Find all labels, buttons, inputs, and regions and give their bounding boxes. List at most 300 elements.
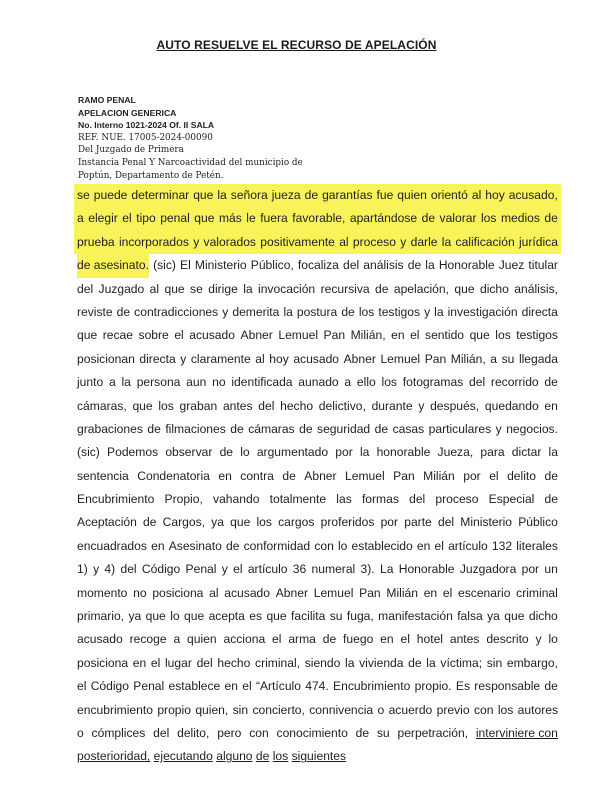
body-word: ya (211, 515, 224, 530)
body-word: 132 (491, 538, 513, 553)
body-line (77, 324, 558, 347)
body-word: demerita (232, 304, 280, 319)
body-word: primario, (77, 609, 125, 624)
body-word: jueza (271, 188, 301, 202)
body-line (77, 371, 558, 394)
body-word: de (421, 211, 436, 226)
body-word: su (376, 725, 390, 740)
body-word: la (425, 258, 435, 273)
body-word: investigación (447, 304, 518, 319)
body-word: no (133, 585, 147, 600)
body-word: sin (486, 655, 503, 670)
body-word: Ministerio (194, 258, 247, 273)
body-word: proferidos (320, 515, 375, 530)
body-word: análisis (363, 258, 404, 273)
body-word: a (173, 632, 181, 647)
body-word: ello (356, 375, 376, 390)
body-word: observar (165, 445, 213, 460)
body-word: por (521, 562, 540, 577)
body-word: las (336, 492, 352, 507)
body-word: sobre (138, 328, 169, 343)
body-word: Encubrimiento (333, 679, 411, 694)
body-word: el (442, 585, 453, 600)
body-word: titular (528, 258, 558, 273)
body-line (74, 184, 561, 207)
body-word: Milián, (450, 351, 486, 366)
body-word: contra (240, 468, 274, 483)
body-word: Código (90, 679, 130, 694)
body-word: directa (139, 351, 176, 366)
body-word: puede (93, 188, 128, 202)
body-word: propio. (414, 679, 452, 694)
body-word: la (121, 375, 131, 390)
body-word: llegada (518, 351, 558, 366)
body-word: señora (230, 188, 268, 202)
body-word: dirige (208, 281, 238, 296)
body-word: lo (548, 632, 558, 647)
body-word: del (469, 375, 486, 390)
body-word: elegir (88, 211, 118, 226)
body-word: seguridad (317, 421, 371, 436)
body-word: Milián, (350, 328, 386, 343)
body-word: propio (157, 702, 191, 717)
body-word: junto (77, 375, 104, 390)
body-word: durante (371, 398, 413, 413)
body-word: numeral (311, 562, 356, 577)
body-word: no (212, 375, 226, 390)
body-word: el (400, 632, 410, 647)
body-word: Aceptación (77, 515, 137, 530)
body-word: hoy (485, 188, 505, 202)
body-word: de (544, 375, 558, 390)
body-word: Encubrimiento (77, 492, 155, 507)
body-word: Pan (359, 585, 381, 600)
body-word: artículo (448, 538, 488, 553)
body-word: cámaras (248, 421, 295, 436)
body-word: con (314, 538, 334, 553)
body-word: valorados (203, 234, 256, 249)
body-word: los (480, 211, 497, 226)
body-word: de (282, 468, 296, 483)
body-word: autores (517, 702, 558, 717)
body-word: Abner (304, 468, 337, 483)
body-word: en (544, 398, 558, 413)
body-word: que (77, 328, 98, 343)
body-word: a (77, 211, 84, 226)
body-word: de (299, 421, 313, 436)
body-word: que (230, 515, 251, 530)
body-word: con (473, 702, 494, 717)
body-word: con (249, 725, 269, 740)
body-word: el (242, 679, 252, 694)
body-line (77, 418, 558, 441)
body-word: la (548, 445, 558, 460)
body-word: descrito (486, 632, 529, 647)
body-word: fotogramas (402, 375, 464, 390)
body-word: para (480, 445, 505, 460)
body-word: determinar (131, 188, 190, 202)
body-word: Especial (488, 492, 535, 507)
body-word: encubrimiento (77, 702, 153, 717)
body-word: establece (168, 679, 221, 694)
body-word: favorable, (292, 211, 346, 226)
body-word: Abner (275, 585, 309, 600)
body-word: persona (136, 375, 181, 390)
body-word: y (93, 562, 100, 577)
body-word: el (122, 211, 132, 226)
body-word: garantías (322, 188, 373, 202)
body-word: acusado (189, 328, 235, 343)
body-word: identificada (231, 375, 293, 390)
header-numero: No. Interno 1021-2024 Of. II SALA (78, 120, 215, 131)
body-word: de (304, 188, 319, 202)
body-word: lugar (165, 655, 192, 670)
body-line (74, 207, 561, 230)
body-word: o (77, 725, 84, 740)
body-word: prueba (77, 234, 115, 249)
body-word: fue (376, 188, 394, 202)
body-word: Juzgado (98, 281, 145, 296)
body-word: que (193, 188, 214, 202)
body-word: el (489, 468, 499, 483)
body-word: y (424, 304, 431, 319)
body-word: Lemuel (278, 328, 319, 343)
body-word: negocios. (506, 421, 558, 436)
body-word: y (400, 234, 407, 249)
body-word: penal (160, 211, 190, 226)
body-word: hecho (217, 655, 251, 670)
body-word: hoy (269, 351, 289, 366)
body-word: honorable (376, 445, 431, 460)
body-word: de (408, 655, 422, 670)
body-word: valorar (439, 211, 477, 226)
body-word: recursiva (320, 281, 370, 296)
body-word: y (222, 304, 229, 319)
body-word: testigos (378, 304, 421, 319)
body-word: al (339, 234, 349, 249)
body-word: se (190, 281, 203, 296)
body-word: del (437, 515, 455, 530)
body-line (77, 558, 558, 581)
body-word: de (225, 538, 240, 553)
body-line (77, 348, 558, 371)
body-word: proceso (352, 234, 396, 249)
body-word: quedando (484, 398, 539, 413)
body-word: en (391, 328, 405, 343)
body-word: los (381, 375, 397, 390)
body-word: (sic) (77, 445, 100, 460)
body-word: su (329, 609, 343, 624)
body-word: positivamente (260, 234, 335, 249)
body-word: conformidad (243, 538, 311, 553)
body-word: apelación, (393, 281, 449, 296)
body-word: quien (397, 188, 427, 202)
body-word: focaliza (297, 258, 339, 273)
body-word: víctima; (440, 655, 483, 670)
body-word: Jueza, (437, 445, 474, 460)
body-word: posiciona (77, 655, 129, 670)
body-word: los (158, 398, 174, 413)
body-word: o (377, 702, 385, 717)
body-word: Ministerio (460, 515, 513, 530)
body-word: Propio, (164, 492, 203, 507)
body-word: embargo, (506, 655, 558, 670)
body-word: acusado, (508, 188, 558, 202)
body-word: lo (170, 609, 180, 624)
body-word: directa (521, 304, 558, 319)
body-word: los (495, 328, 511, 343)
body-line (74, 231, 561, 254)
body-word: por (463, 468, 481, 483)
body-word: hotel (416, 632, 443, 647)
body-word: lo (240, 445, 250, 460)
body-word: Público (518, 515, 558, 530)
body-word: vahando (213, 492, 260, 507)
body-word: delito (507, 468, 536, 483)
body-line (77, 675, 558, 698)
body-word: Pan (424, 351, 447, 366)
body-word: al (471, 188, 482, 202)
header-instancia: Instancia Penal Y Narcoactividad del municipio de (78, 157, 303, 168)
body-word: criminal (516, 585, 558, 600)
body-word: la (434, 304, 444, 319)
body-word: de asesinato. (77, 254, 149, 277)
header-lugar: Poptún, Departamento de Petén. (78, 170, 224, 181)
body-word: Pan (393, 468, 415, 483)
body-word: en (380, 632, 394, 647)
body-word: y (418, 398, 425, 413)
body-word: Lemuel (345, 468, 385, 483)
body-word: 474. (305, 679, 329, 694)
body-word: acepta (208, 609, 245, 624)
body-word: responsable (474, 679, 541, 694)
body-word: un (544, 562, 558, 577)
body-word: después, (430, 398, 480, 413)
body-line (77, 652, 558, 675)
body-word: al (209, 585, 219, 600)
body-word: postura (296, 304, 338, 319)
body-word: su (501, 351, 515, 366)
body-word: los (272, 749, 289, 764)
body-word: dictar (511, 445, 542, 460)
body-word: momento (77, 585, 128, 600)
body-line (77, 605, 558, 628)
body-word: testigos (516, 328, 558, 343)
body-word: (sic) (153, 258, 176, 273)
body-word: establecido (351, 538, 413, 553)
body-word: la (243, 281, 253, 296)
body-word: alguno (216, 749, 253, 764)
body-word: de (322, 632, 337, 647)
body-word: criminal, (255, 655, 301, 670)
body-word: acusado (77, 632, 123, 647)
body-word: artículo (247, 562, 288, 577)
body-word: análisis, (514, 281, 558, 296)
body-word: Público, (250, 258, 294, 273)
header-ref: REF. NUE. 17005-2024-00090 (78, 132, 213, 143)
body-word: la (345, 655, 355, 670)
body-word: que (184, 609, 205, 624)
body-word: Código (141, 562, 181, 577)
body-word: Honorable (438, 258, 495, 273)
body-word: connivencia (309, 702, 374, 717)
body-word: sin (232, 702, 249, 717)
body-word: casas (392, 421, 425, 436)
body-word: antes (222, 398, 253, 413)
body-word: en (416, 538, 431, 553)
body-word: sentencia (77, 468, 129, 483)
body-word: el (434, 538, 444, 553)
body-word: acusado (293, 351, 340, 366)
body-word: concierto, (252, 702, 305, 717)
body-word: de (544, 492, 558, 507)
body-word: y (180, 351, 187, 366)
body-word: grabaciones (77, 421, 143, 436)
body-word: de (147, 421, 161, 436)
body-word: en (132, 655, 147, 670)
body-word: argumentado (256, 445, 329, 460)
body-word: antes (449, 632, 480, 647)
body-word: medios (500, 211, 540, 226)
body-word: jurídica (518, 234, 558, 249)
body-word: orientó (430, 188, 468, 202)
body-word: previo (436, 702, 470, 717)
body-word: del (120, 562, 137, 577)
body-line (77, 722, 558, 745)
body-word: “Artículo (255, 679, 301, 694)
body-word: de (255, 749, 270, 764)
body-word: posicionan (77, 351, 135, 366)
body-word: aun (186, 375, 207, 390)
body-word: de (407, 258, 422, 273)
body-word: siguientes (291, 749, 347, 764)
body-word: Condenatoria (137, 468, 210, 483)
body-word: recae (102, 328, 133, 343)
body-word: y (535, 632, 542, 647)
body-word: de (143, 515, 157, 530)
body-line (77, 254, 558, 277)
body-word: la (441, 234, 452, 249)
body-word: los (358, 304, 375, 319)
body-word: quien, (195, 702, 229, 717)
body-word: más (218, 211, 242, 226)
body-text (77, 184, 558, 769)
body-word: Penal (185, 562, 217, 577)
body-word: facilita (291, 609, 326, 624)
body-word: falsa (457, 609, 483, 624)
body-word: en (423, 585, 438, 600)
body-word: de (374, 421, 389, 436)
body-word: en (151, 538, 165, 553)
body-word: particulares (428, 421, 492, 436)
body-word: proceso (435, 492, 479, 507)
body-word: Es (455, 679, 470, 694)
body-word: ya (128, 609, 142, 624)
body-word: a (344, 375, 352, 390)
body-word: darle (410, 234, 438, 249)
body-word: el (174, 328, 184, 343)
body-line (77, 395, 558, 418)
body-word: de (544, 679, 558, 694)
body-word: vivienda (359, 655, 404, 670)
body-word: Juez (498, 258, 525, 273)
body-word: Juzgadora (459, 562, 517, 577)
body-word: la (359, 445, 370, 460)
header-apelacion: APELACION GENERICA (78, 107, 177, 118)
body-word: que (164, 281, 185, 296)
body-word: El (180, 258, 191, 273)
body-word: el (410, 328, 420, 343)
body-word: del (153, 725, 170, 740)
body-word: ejecutando (153, 749, 213, 764)
body-word: fuego (343, 632, 374, 647)
body-word: cámaras, (77, 398, 127, 413)
body-line (77, 301, 558, 324)
body-word: se (77, 188, 90, 202)
body-word: Abner (240, 328, 273, 343)
body-word: reviste (77, 304, 113, 319)
body-word: totalmente (269, 492, 327, 507)
body-word: de (116, 304, 131, 319)
body-word: el (233, 562, 243, 577)
body-word: al (149, 281, 160, 296)
body-word: claramente (190, 351, 251, 366)
body-word: 36 (292, 562, 307, 577)
body-word: posiciona (152, 585, 204, 600)
body-line (77, 745, 558, 768)
body-word: formas (361, 492, 399, 507)
body-word: Asesinato (168, 538, 222, 553)
body-word: dicho (479, 281, 509, 296)
body-line (77, 628, 558, 651)
body-line (77, 441, 558, 464)
body-word: literales (516, 538, 558, 553)
body-word: Milián (386, 585, 418, 600)
body-word: cómplices (91, 725, 146, 740)
body-word: acuerdo (388, 702, 433, 717)
body-word: que (194, 211, 215, 226)
body-word: por (380, 515, 399, 530)
body-word: los (497, 702, 514, 717)
body-word: fuera (260, 211, 288, 226)
body-line (77, 511, 558, 534)
body-word: que (266, 609, 287, 624)
body-word: tipo (136, 211, 156, 226)
body-word: por (335, 445, 353, 460)
body-word: fuga, (346, 609, 374, 624)
header-ramo: RAMO PENAL (78, 95, 136, 105)
body-word: a (109, 375, 116, 390)
body-word: de (355, 725, 370, 740)
body-word: quien (187, 632, 217, 647)
body-word: apartándose (349, 211, 418, 226)
body-word: en (218, 468, 232, 483)
body-word: del (77, 281, 94, 296)
body-word: y (193, 234, 200, 249)
body-line (77, 488, 558, 511)
body-word: sentido (425, 328, 465, 343)
body-word: de (375, 281, 389, 296)
body-word: y (495, 421, 502, 436)
body-word: recoge (129, 632, 167, 647)
body-word: el (77, 679, 87, 694)
body-line (77, 465, 558, 488)
body-word: escenario (458, 585, 511, 600)
body-word: filmaciones (165, 421, 226, 436)
body-word: parte (404, 515, 432, 530)
body-word: Abner (343, 351, 376, 366)
body-word: y (221, 562, 228, 577)
